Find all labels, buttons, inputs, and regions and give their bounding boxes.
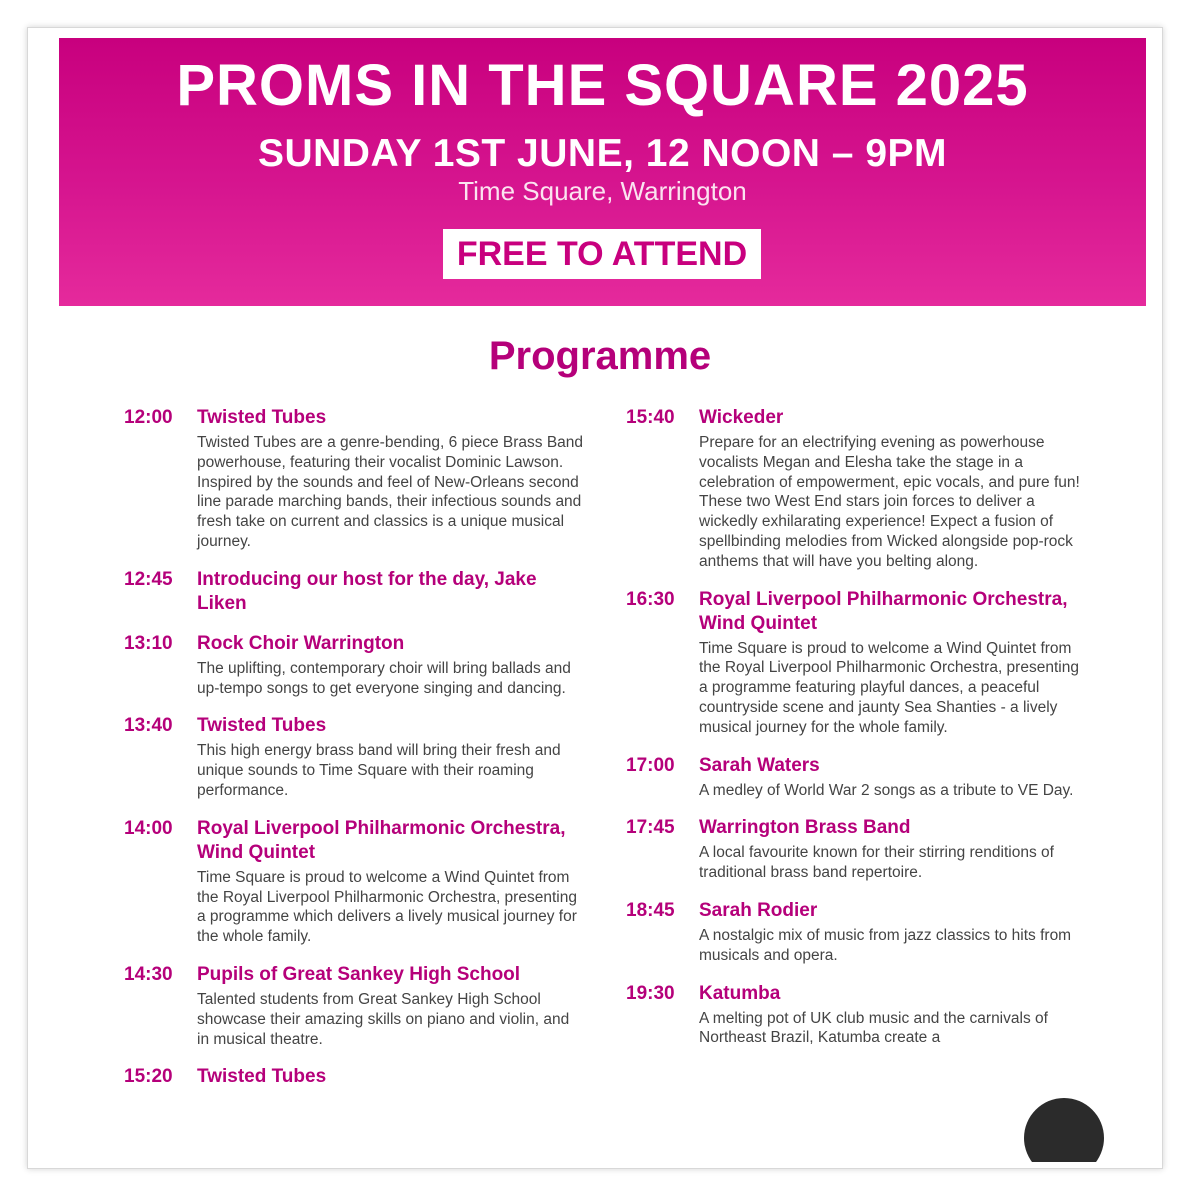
entry-description: Time Square is proud to welcome a Wind Quintet from the Royal Liverpool Philharmonic Orchestra, presenting a programme featuring playful dances, a peaceful countryside scene and jaunty Sea Shanties - a lively musical journey for the whole family. [699, 639, 1079, 736]
entry-act: Sarah Waters [699, 754, 820, 776]
event-date: SUNDAY 1ST JUNE, 12 NOON – 9PM [257, 132, 948, 175]
entry-description: Twisted Tubes are a genre-bending, 6 piece Brass Band powerhouse, featuring their vocalist Dominic Lawson. Inspired by the sounds and feel of New-Orleans second line parade marching bands, their infectious sounds and fresh take on current and classics is a unique musical journey. [197, 434, 584, 550]
programme-entry [124, 568, 584, 616]
entry-act: Wickeder [699, 407, 784, 428]
entry-description: A local favourite known for their stirring renditions of traditional brass band repertoire. [699, 844, 1054, 882]
entry-description: A melting pot of UK club music and the carnivals of Northeast Brazil, Katumba create a [699, 1009, 1048, 1047]
programme-entry [124, 1065, 584, 1089]
entry-time: 17:00 [626, 754, 675, 776]
entry-act: Twisted Tubes [197, 1066, 327, 1088]
entry-time: 14:30 [124, 963, 173, 985]
entry-time: 15:20 [124, 1066, 173, 1088]
entry-time: 17:45 [626, 817, 675, 839]
entry-description: The uplifting, contemporary choir will bring ballads and up-tempo songs to get everyone singing and dancing. [197, 659, 571, 697]
programme-entry [124, 632, 584, 699]
event-title: PROMS IN THE SQUARE 2025 [176, 53, 1029, 118]
entry-time: 13:40 [124, 715, 173, 737]
programme-entry [124, 963, 584, 1049]
programme-entry [626, 406, 1086, 572]
entry-description: Talented students from Great Sankey High School showcase their amazing skills on piano and violin, and in musical theatre. [197, 990, 570, 1048]
entry-time: 16:30 [626, 588, 675, 610]
entry-act: Warrington Brass Band [699, 817, 911, 839]
programme-entry [626, 754, 1086, 801]
programme-entry [124, 714, 584, 800]
entry-time: 13:10 [124, 632, 173, 654]
entry-time: 15:40 [626, 407, 675, 428]
programme-entry [124, 406, 584, 552]
entry-act: Royal Liverpool Philharmonic Orchestra, Wind Quintet [197, 817, 566, 863]
free-badge: FREE TO ATTEND [443, 229, 761, 279]
programme-entry [626, 982, 1086, 1049]
entry-description: Prepare for an electrifying evening as powerhouse vocalists Megan and Elesha take the stage in a celebration of empowerment, epic vocals, and pure fun! These two West End stars join forces to deliver a wickedly exhilarating experience! Expect a fusion of spellbinding melodies from Wicked alongside pop-rock anthems that will have you belting along. [699, 434, 1080, 570]
entry-act: Twisted Tubes [197, 715, 327, 737]
entry-act: Sarah Rodier [699, 899, 818, 921]
entry-act: Katumba [699, 982, 781, 1004]
entry-act: Pupils of Great Sankey High School [197, 963, 521, 985]
event-location: Time Square, Warrington [458, 176, 747, 206]
entry-time: 18:45 [626, 899, 675, 921]
programme-entry [626, 899, 1086, 966]
programme-entry [124, 817, 584, 947]
entry-time: 14:00 [124, 817, 173, 839]
entry-description: Time Square is proud to welcome a Wind Quintet from the Royal Liverpool Philharmonic Orchestra, presenting a programme which delivers a lively musical journey for the whole family. [197, 868, 577, 946]
programme-column-right [626, 406, 1086, 1064]
entry-description: A nostalgic mix of music from jazz classics to hits from musicals and opera. [699, 926, 1072, 964]
entry-description: A medley of World War 2 songs as a tribute to VE Day. [699, 781, 1074, 799]
entry-time: 12:00 [124, 407, 173, 428]
programme-entry [626, 588, 1086, 738]
header-banner [59, 38, 1146, 306]
entry-act: Introducing our host for the day, Jake Liken [197, 568, 537, 614]
entry-time: 12:45 [124, 568, 173, 590]
programme-column-left [124, 406, 584, 1105]
floating-action-button[interactable] [1024, 1098, 1104, 1162]
poster [38, 38, 1162, 1162]
entry-act: Twisted Tubes [197, 407, 327, 428]
entry-act: Royal Liverpool Philharmonic Orchestra, Wind Quintet [699, 588, 1068, 634]
entry-act: Rock Choir Warrington [197, 632, 405, 654]
programme-entry [626, 816, 1086, 883]
entry-time: 19:30 [626, 982, 675, 1004]
entry-description: This high energy brass band will bring their fresh and unique sounds to Time Square with their roaming performance. [197, 742, 561, 799]
programme-heading: Programme [488, 334, 712, 378]
